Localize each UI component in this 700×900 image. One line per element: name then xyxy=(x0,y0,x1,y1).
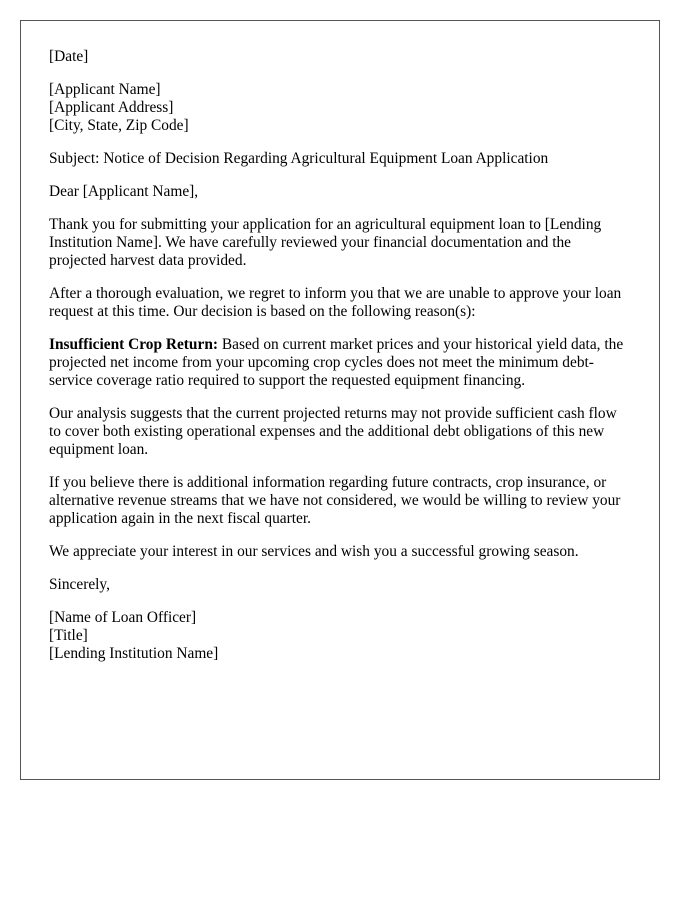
reason-text: Based on current market prices and your historical yield data, the projected net income from your upcoming crop cycles does not meet the minimum debt-service coverage ratio required to support the requested equipment financing. xyxy=(49,336,624,389)
subject-line: Subject: Notice of Decision Regarding Agricultural Equipment Loan Application xyxy=(49,150,549,167)
letter-page xyxy=(20,20,660,780)
paragraph-thanks: Thank you for submitting your application for an agricultural equipment loan to [Lending Institution Name]. We have carefully reviewed your financial documentation and the projected harvest data provided. xyxy=(49,216,602,269)
recipient-city-state-zip: [City, State, Zip Code] xyxy=(49,117,189,134)
paragraph-reconsideration: If you believe there is additional information regarding future contracts, crop insurance, or alternative revenue streams that we have not considered, we would be willing to review your application again in the next fiscal quarter. xyxy=(49,474,621,527)
signature-institution: [Lending Institution Name] xyxy=(49,645,219,662)
paragraph-reason xyxy=(49,336,631,390)
salutation: Dear [Applicant Name], xyxy=(49,183,199,200)
recipient-name: [Applicant Name] xyxy=(49,81,161,98)
paragraph-analysis: Our analysis suggests that the current projected returns may not provide sufficient cash flow to cover both existing operational expenses and the additional debt obligations of this new equipment loan. xyxy=(49,405,617,458)
closing: Sincerely, xyxy=(49,576,110,593)
signature-block xyxy=(49,609,631,663)
date-line: [Date] xyxy=(49,48,89,65)
recipient-address: [Applicant Address] xyxy=(49,99,174,116)
signature-title: [Title] xyxy=(49,627,88,644)
signature-name: [Name of Loan Officer] xyxy=(49,609,197,626)
recipient-block xyxy=(49,81,631,135)
reason-label: Insufficient Crop Return: xyxy=(49,336,219,353)
paragraph-decision: After a thorough evaluation, we regret to inform you that we are unable to approve your loan request at this time. Our decision is based on the following reason(s): xyxy=(49,285,622,320)
paragraph-appreciation: We appreciate your interest in our services and wish you a successful growing season. xyxy=(49,543,579,560)
